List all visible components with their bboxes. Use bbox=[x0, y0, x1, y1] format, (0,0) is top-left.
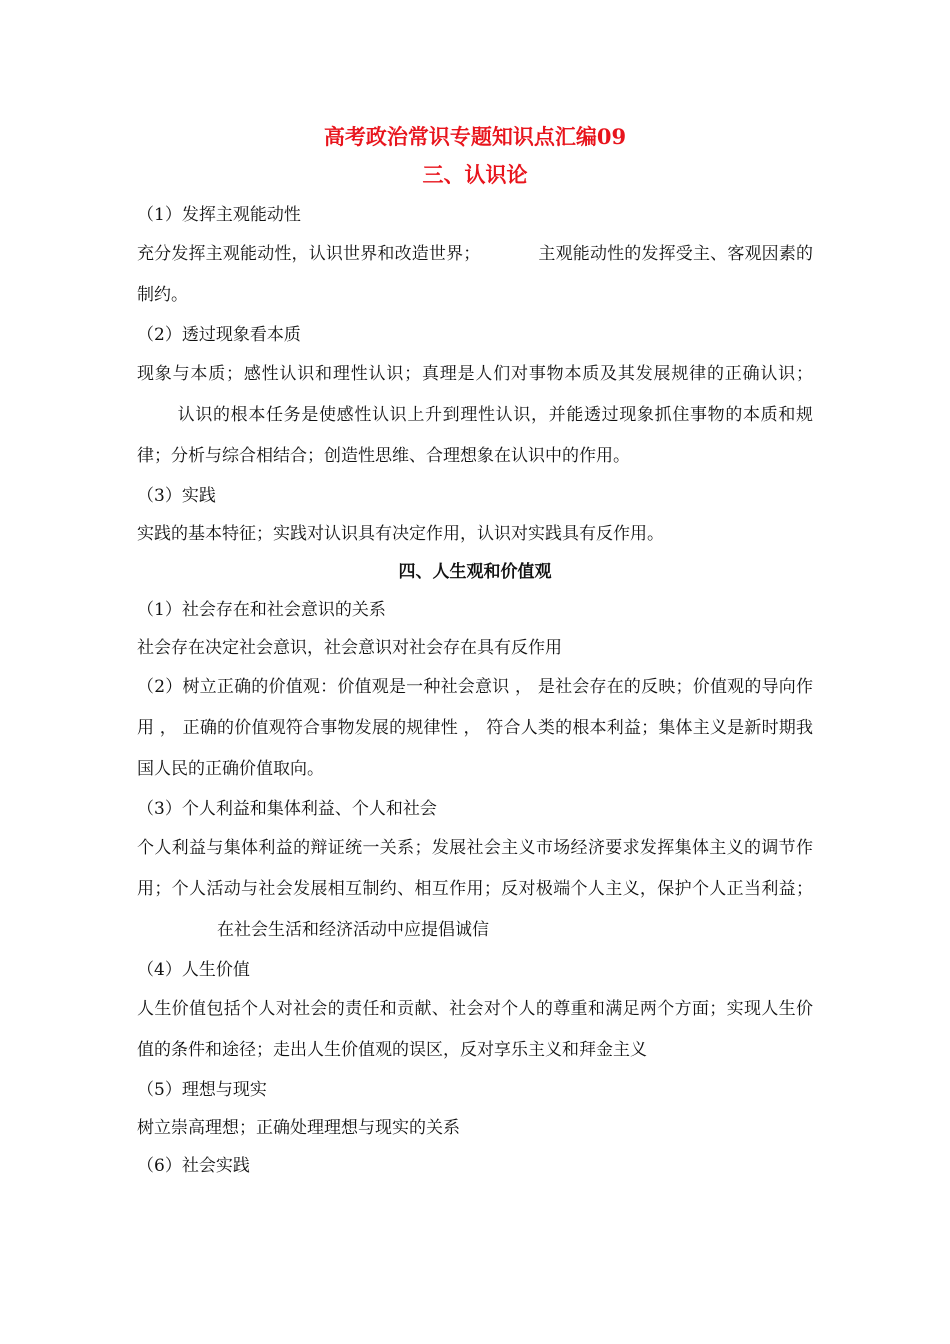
item-heading: （6）社会实践 bbox=[137, 1156, 250, 1176]
item-heading: （1）社会存在和社会意识的关系 bbox=[137, 600, 386, 620]
item-heading: （1）发挥主观能动性 bbox=[137, 205, 301, 225]
paragraph: （2）树立正确的价值观：价值观是一种社会意识 ， 是社会存在的反映；价值观的导向作用 ， 正确的价值观符合事物发展的规律性 ， 符合人类的根本利益；集体主义是新时期我国人民的正确价值取向。 bbox=[137, 677, 813, 779]
document-page bbox=[137, 118, 813, 1185]
item-heading: （2）透过现象看本质 bbox=[137, 325, 301, 345]
section-heading-outlook-values: 四、人生观和价值观 bbox=[398, 562, 552, 582]
paragraph: 树立崇高理想；正确处理理想与现实的关系 bbox=[137, 1118, 460, 1138]
paragraph: 充分发挥主观能动性，认识世界和改造世界； 主观能动性的发挥受主、客观因素的制约。 bbox=[137, 244, 814, 305]
item-heading: （4）人生价值 bbox=[137, 960, 250, 980]
paragraph: 现象与本质；感性认识和理性认识；真理是人们对事物本质及其发展规律的正确认识；认识的根本任务是使感性认识上升到理性认识，并能透过现象抓住事物的本质和规律；分析与综合相结合；创造性思维、合理想象在认识中的作用。 bbox=[137, 364, 813, 466]
paragraph: 社会存在决定社会意识，社会意识对社会存在具有反作用 bbox=[137, 638, 562, 658]
item-heading: （5）理想与现实 bbox=[137, 1080, 267, 1100]
section-heading-epistemology: 三、认识论 bbox=[422, 162, 528, 187]
paragraph: 实践的基本特征；实践对认识具有决定作用，认识对实践具有反作用。 bbox=[137, 524, 664, 544]
paragraph: 人生价值包括个人对社会的责任和贡献、社会对个人的尊重和满足两个方面；实现人生价值的条件和途径；走出人生价值观的误区，反对享乐主义和拜金主义 bbox=[137, 999, 813, 1060]
item-heading: （3）个人利益和集体利益、个人和社会 bbox=[137, 799, 437, 819]
document-title: 高考政治常识专题知识点汇编09 bbox=[323, 124, 627, 149]
item-heading: （3）实践 bbox=[137, 486, 216, 506]
paragraph: 个人利益与集体利益的辩证统一关系；发展社会主义市场经济要求发挥集体主义的调节作用；个人活动与社会发展相互制约、相互作用；反对极端个人主义，保护个人正当利益；在社会生活和经济活动中应提倡诚信 bbox=[137, 838, 813, 940]
